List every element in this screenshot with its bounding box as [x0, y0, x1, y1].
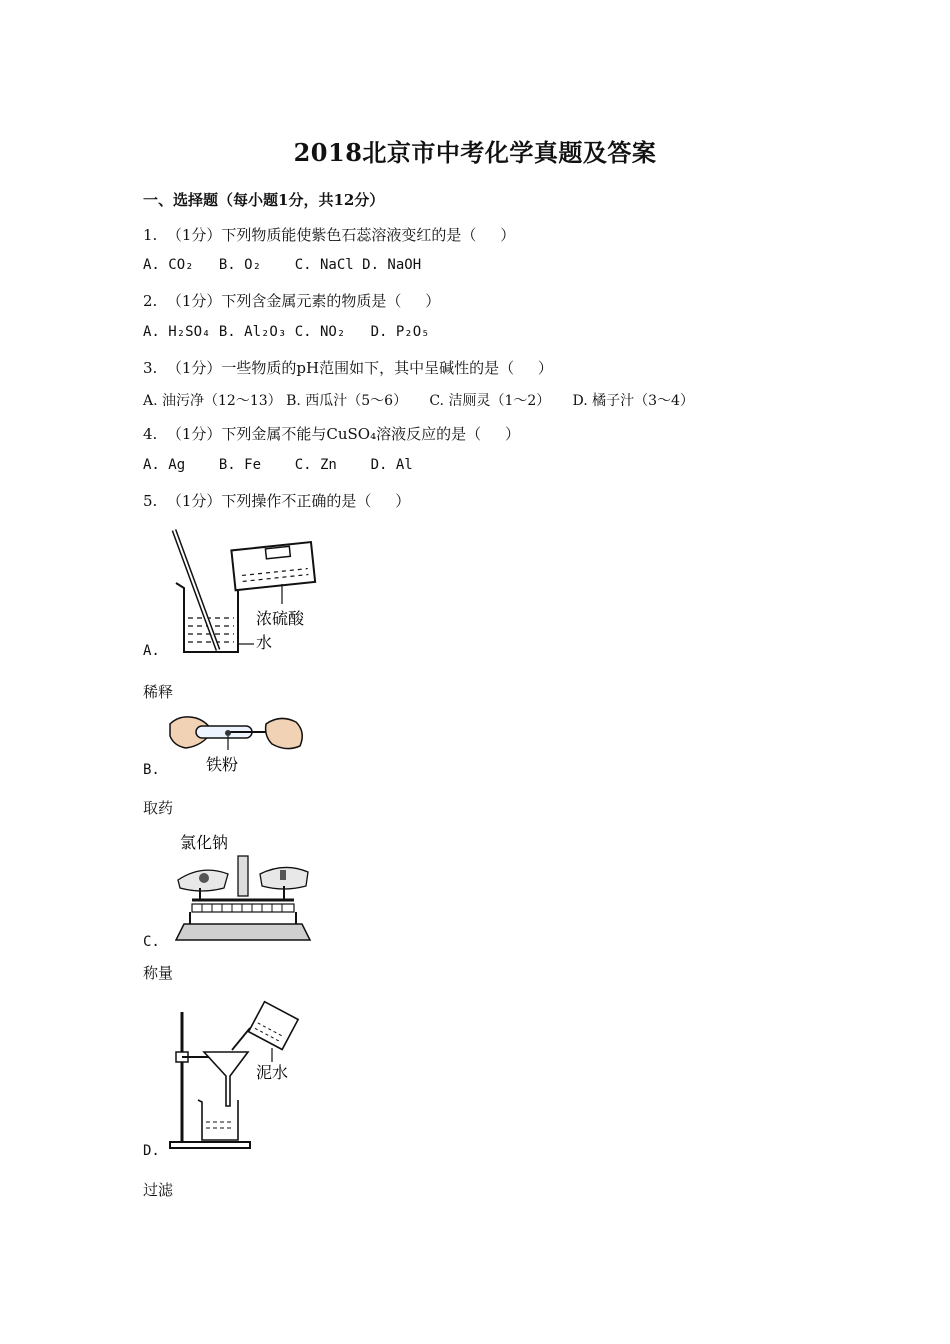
section-heading: 一、选择题（每小题1分，共12分）	[143, 191, 385, 209]
option-d-letter: D.	[143, 1143, 160, 1159]
option-a-caption: 稀释	[143, 683, 174, 701]
question-1: 1. （1分）下列物质能使紫色石蕊溶液变红的是（ ）	[143, 226, 516, 244]
option-b-caption: 取药	[143, 799, 174, 817]
option-b-letter: B.	[143, 762, 160, 778]
question-1-choices: A. CO₂ B. O₂ C. NaCl D. NaOH	[143, 257, 422, 273]
option-a-letter: A.	[143, 643, 160, 659]
option-c-caption: 称量	[143, 964, 174, 982]
label-sulfuric-acid: 浓硫酸	[256, 609, 305, 628]
label-muddy-water: 泥水	[256, 1063, 289, 1082]
label-sodium-chloride: 氯化钠	[180, 833, 229, 852]
question-4-choices: A. Ag B. Fe C. Zn D. Al	[143, 457, 413, 473]
figure-dilution	[170, 528, 330, 658]
question-3-choices: A. 油污净（12～13） B. 西瓜汁（5～6） C. 洁厕灵（1～2） D. 橘子汁（3～4）	[143, 393, 694, 409]
figure-taking-powder	[168, 712, 308, 776]
question-3: 3. （1分）一些物质的pH范围如下，其中呈碱性的是（ ）	[143, 359, 553, 377]
figure-filtration	[168, 1004, 300, 1152]
option-d-caption: 过滤	[143, 1181, 174, 1199]
option-c-letter: C.	[143, 934, 160, 950]
page-title: 2018北京市中考化学真题及答案	[293, 138, 657, 167]
question-2-choices: A. H₂SO₄ B. Al₂O₃ C. NO₂ D. P₂O₅	[143, 324, 430, 340]
question-2: 2. （1分）下列含金属元素的物质是（ ）	[143, 292, 441, 310]
question-4: 4. （1分）下列金属不能与CuSO₄溶液反应的是（ ）	[143, 425, 520, 443]
label-iron-powder: 铁粉	[206, 755, 239, 774]
label-water: 水	[256, 633, 273, 652]
figure-weighing	[172, 828, 314, 946]
question-5: 5. （1分）下列操作不正确的是（ ）	[143, 492, 411, 510]
